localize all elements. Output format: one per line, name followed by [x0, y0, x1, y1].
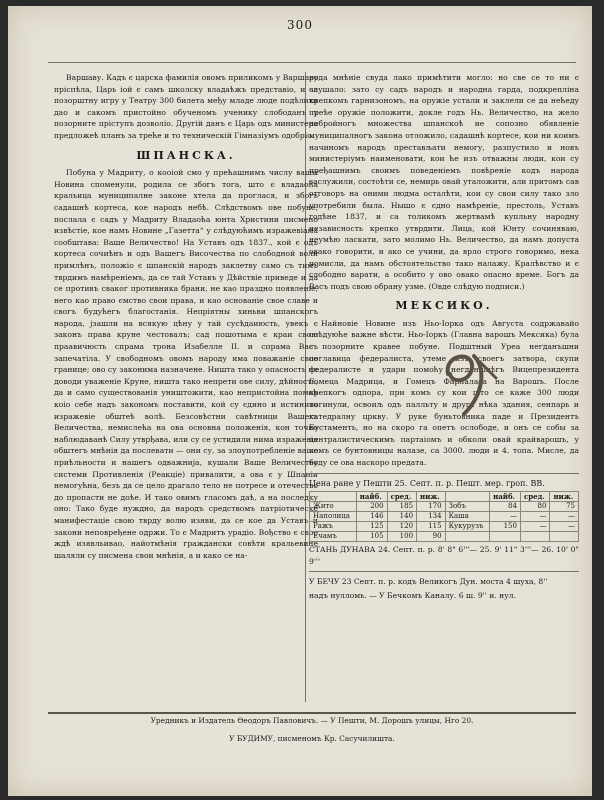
printer-line: У БУДИМУ, писменомъ Кр. Сасучилишта. [229, 734, 395, 743]
price-cell: 105 [356, 532, 387, 542]
table-row [310, 532, 579, 542]
price-cell: 185 [387, 502, 416, 512]
price-cell: 125 [356, 522, 387, 532]
right-column [309, 72, 579, 604]
grain-name [445, 532, 490, 542]
price-col-header: ниж. [550, 492, 579, 502]
price-cell: 100 [387, 532, 416, 542]
table-row [310, 502, 579, 512]
left-column [54, 72, 318, 561]
price-cell: — [520, 522, 549, 532]
intro-paragraph: Варшаву. Кадъ є царска фамилія овомъ приликомъ у Варшаву пріспѣла, Царь іой є самъ школску владаѣжъ представіо, и за позорштну игру у Театру 300 билета међу младе люде подѣлити даo и сакомъ пристойно обученомъ ученику слободанъ у позорните прiступъ дозволіо. Другій данъ є Царь одъ министера предложеѣ планъ за треће и то техническій Гімназіумъ одобріо. [54, 73, 318, 140]
price-cell: — [550, 512, 579, 522]
vienna-level-2: надъ нулломь. — У Бечкомъ Каналу. 6 ш. 9'' и. нул. [309, 590, 516, 600]
grain-name: Жито [310, 502, 357, 512]
danube-level: СТАНЬ ДУНАВА 24. Септ. п. р. 8' 8" 6'''— 25. 9' 11" 3'''— 26. 10' 0" 9''' [309, 545, 579, 566]
pencil-annotation-mark [434, 344, 504, 418]
price-col-header [445, 492, 490, 502]
price-cell: 134 [417, 512, 446, 522]
price-cell: 200 [356, 502, 387, 512]
spain-continuation: рода мнѣніе свуда лако примѣтити могло: но све се то ни є слушало: зато су садъ народъ и народна гарда, подкрепліна крепкомъ гарнизономъ, на оружіе устали и заклели се да нећеду преѣе оружіе положити, докле годъ Нь. Величество, на жело небройногъ множества шпанскоѣ ие сопозно обявленіе муниципалногъ закона отложило, садашнѣ кортесе, кои ни коимъ начиномъ народъ престављати немогу, разпустило и новъ министеріумъ наименовати, кои ће изъ отважны люди, кои су пређашнимъ своимъ поведеніемъ повѣреніе кодъ народа заслужили, состоѣти се, немирь овай уталожити, али притомъ сав отговоръ на оними людма осталѣти, кои су свои силу тако зло употребили была. Нышо є єдно намѣреніе, престоль, Уставъ годѣне 1837, и са толикомъ жертвамѣ купльну народну независность крепко утврдити. Лица, кой Юнту сочиняваю, неумѣю ласкати, зато молимо Нь. Величество, да намъ допуста овако говорити, и ако се учини, да врло строго говоримо, нека помисли, да намъ обстоятельство тако налажу. Кралѣвство и є слободно варати, а особито у ово овако опасно време. Богъ да Васъ подъ свою обрану узме. (Овде слѣдую подписи.) [309, 73, 579, 291]
price-cell: — [550, 522, 579, 532]
grain-name: Кукурузъ [445, 522, 490, 532]
price-cell: 146 [356, 512, 387, 522]
section-title-spain: ШПАНСКА. [136, 148, 236, 162]
price-cell: 170 [417, 502, 446, 512]
grain-name: Каша [445, 512, 490, 522]
price-cell: 75 [550, 502, 579, 512]
price-cell: 115 [417, 522, 446, 532]
vienna-level-1: У БЕЧУ 23 Септ. п. р. кодъ Великогъ Дун. моста 4 шуха, 8'' [309, 577, 548, 587]
price-table [309, 491, 579, 542]
mexico-paragraph: Найновіе Новине изъ Ньо-Іорка одъ Августа содржавайо слѣдуюће важне вѣсти. Ньо-Іоркъ (Главна варошъ Мексика) була є позорните кравее побуне. Подштный Уреа негданъшни поглавица федералиста, утеме изъ своегъ затвора, скупи федералисте и удари помоћу негданшнѣгъ Вицепрезидента Гомеца Мадрица, и Гомецъ Фарналаса на Варошъ. После крепкогъ одпора, при комъ су кои што се каже 300 люди погинули, освоиљ одъ палльту и друга нѣка здания, сенпарь и катедралну цркву. У руке буньтовника паде и Президентъ Бустаменть, но на скоро га опетъ ослободе, и онъ се собы за централистическимъ партаіомъ и обколи овай крайварошъ, у комъ се бунтовницы налазе, са 3000. люди и 4. топа. Мисле, да буду се ова наскоро предата. [309, 318, 579, 467]
footer-rule [48, 712, 576, 714]
price-col-header: ниж. [417, 492, 446, 502]
section-title-mexico: МЕКСИКО. [395, 299, 493, 313]
price-rule-bottom [309, 571, 579, 572]
grain-name: Наполица [310, 512, 357, 522]
price-table-header-row [310, 492, 579, 502]
price-cell [550, 532, 579, 542]
grain-name: Зобъ [445, 502, 490, 512]
table-row [310, 512, 579, 522]
price-cell: 150 [490, 522, 521, 532]
price-cell: 84 [490, 502, 521, 512]
price-cell: 80 [520, 502, 549, 512]
price-cell [520, 532, 549, 542]
grain-name: Ечамъ [310, 532, 357, 542]
newspaper-page [8, 6, 592, 796]
price-cell: — [520, 512, 549, 522]
spain-paragraph: Побуна у Мадриту, о кооiой смо у прећашнимъ числу вашы Новина споменули, родила се збогъ тога, што є владаоћа кральица муниципалне законе хтела да проглася, и збогъ садашнѣ кортеса, кое народъ небѣ. Слѣдствомъ ове побуне, послала є садъ у Мадриту Владаоћа юнта Христини писмено извѣстіе, кое намъ Новине „Газетта“ у слѣдуюћимъ изражевіама сообштава: Ваше Величество! На Уставъ одъ 1837., кой є одъ кортеса сочиѣнъ и одъ Вашегъ Височества по слободной воли примлѣнъ, положіо є шпанскій народъ заклетву само съ тимъ тврдимъ намѣренiемъ, да се тай Уставъ у Дѣйствіе приведе и да се противъ сваког противника брани, не као праздно появленiе, него као право ємство свои права, и као основаніе свое славе и свогъ будућегъ благостанія. Непріятны хиньви шпанскогъ народа, јзашли на всякую цѣну у тай сусѣдаиюсть, увекъ є законъ права круне честовалъ; сад пошотыма є краи свою праавичюсть спрама трона Изабелле II. и спрама Васъ запечатіла. У свободномъ овомъ народу има поважаніе свое границе; ово су законима назначене. Ништа тако у опасность не доводи уваженіе Круне, ништа тако непрети ове силу, дѣйность, да и само существованія уништожити, као непристойна помоћ коіо себе надъ закономъ поставити, кой су єдино и истинито изражевіе обштеѣ волѣ. Безсовѣстни савѣтници Вашегъ Величества, немислећа на ова основна положенія, кон точно наблюдаванѣ Силу утврђава, или су се устидили нима изражевія обштегъ мнѣнія да послевати — они су, за злоупотребленіе ваше приѣльности и нашегъ одважнија, кушали Ваше Величество системи Противленія (Реакціе) привалити, а ова є у Шпаніи немогућна, безъ да се цело драгало тело не потресе и отечество до пропасти не доѣе. И тако овимъ гласомъ даѣ, а на последку оно: Тако буде нуждно, да народъ средствомъ патріотическе манифестаціе свою тврду волю изяви, да се кое да Уставъ и закони неповређене одржи. То є Мадритъ урадіо. Вођство є свое ждѣ изявльивао, найотмѣнія граждански совѣти кральевине шаляли су писмена свои мнѣнія, а и како се на- [54, 168, 318, 560]
header-rule [48, 62, 576, 63]
price-col-header [310, 492, 357, 502]
publisher-line: Уредникъ и Издатель Ѳеодоръ Павловичъ. — У Пешти, М. Дорошъ улицы, Нго 20. [150, 716, 474, 725]
price-cell: 120 [387, 522, 416, 532]
grain-name: Ражъ [310, 522, 357, 532]
price-col-header: найб. [490, 492, 521, 502]
price-cell: 90 [417, 532, 446, 542]
price-header: Цена ране у Пешти 25. Септ. п. р. Пешт. мер. гроп. ВВ. [309, 478, 545, 488]
price-rule-top [309, 473, 579, 474]
price-cell: — [490, 512, 521, 522]
price-cell [490, 532, 521, 542]
table-row [310, 522, 579, 532]
price-cell: 140 [387, 512, 416, 522]
price-col-header: сред. [387, 492, 416, 502]
price-col-header: сред. [520, 492, 549, 502]
price-col-header: найб. [356, 492, 387, 502]
page-number: 300 [287, 18, 313, 32]
